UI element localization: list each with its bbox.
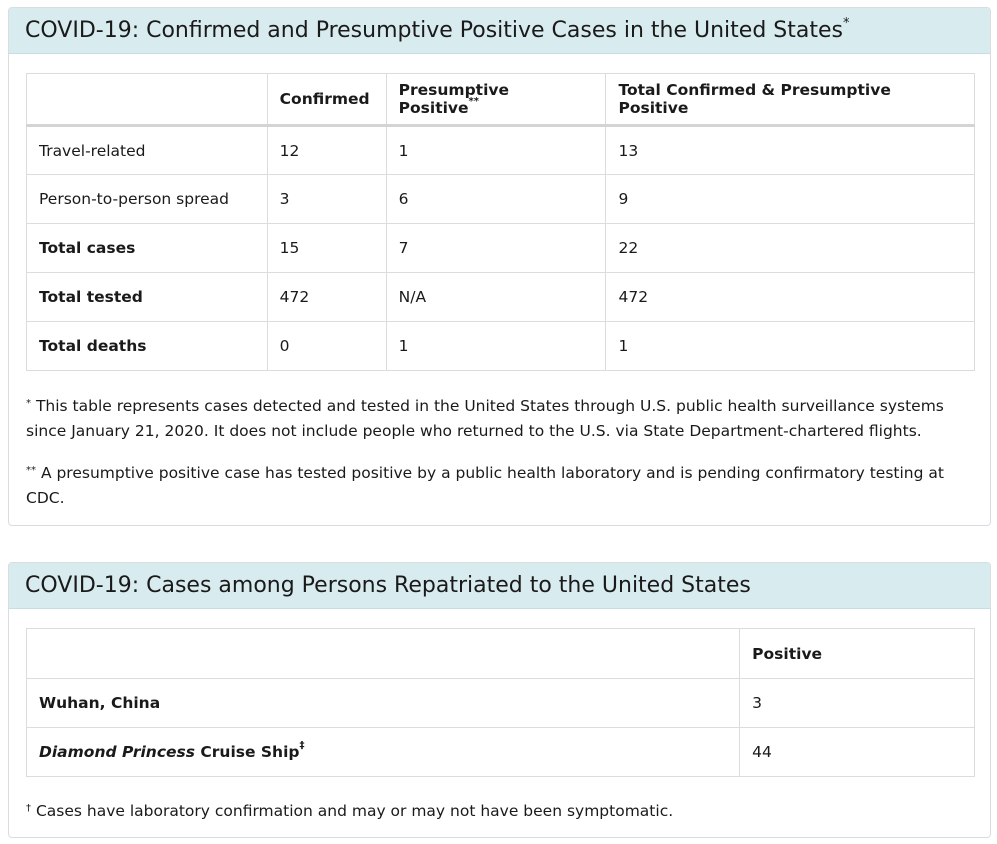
card-title-text: COVID-19: Confirmed and Presumptive Positive Cases in the United States [25, 18, 843, 43]
repatriated-table [26, 628, 975, 777]
footnote-marker: * [842, 16, 850, 31]
card-header [9, 8, 990, 54]
row-label: Travel-related [27, 126, 268, 175]
footnote-presumptive [26, 461, 966, 511]
card-title [25, 18, 849, 43]
cell-presumptive: 7 [386, 224, 606, 273]
cases-table [26, 73, 975, 371]
column-header-empty [27, 629, 740, 679]
table-row [27, 126, 975, 175]
row-label: Person-to-person spread [27, 175, 268, 224]
footnote-laboratory [26, 799, 966, 824]
table-header-row [27, 74, 975, 126]
card-title: COVID-19: Cases among Persons Repatriated to the United States [25, 573, 751, 598]
card-header [9, 563, 990, 609]
footnote-text: Cases have laboratory confirmation and may or may not have been symptomatic. [35, 802, 674, 820]
table-header-row [27, 629, 975, 679]
cell-total: 1 [606, 322, 975, 371]
table-row [27, 175, 975, 224]
cell-total: 22 [606, 224, 975, 273]
cell-confirmed: 15 [267, 224, 386, 273]
cell-confirmed: 472 [267, 273, 386, 322]
footnote-surveillance [26, 394, 966, 444]
table-row [27, 728, 975, 777]
cell-confirmed: 12 [267, 126, 386, 175]
row-label-rest: Cruise Ship [195, 743, 300, 761]
footnote-marker: ‡ [299, 740, 305, 751]
column-header-presumptive [386, 74, 606, 126]
column-header-total: Total Confirmed & Presumptive Positive [606, 74, 975, 126]
row-label: Total tested [27, 273, 268, 322]
footnote-text: A presumptive positive case has tested positive by a public health laboratory and is pending confirmatory testing at CDC. [26, 464, 944, 507]
row-label-italic: Diamond Princess [39, 743, 195, 761]
column-header-confirmed: Confirmed [267, 74, 386, 126]
cell-confirmed: 0 [267, 322, 386, 371]
cell-presumptive: 1 [386, 322, 606, 371]
table-row [27, 679, 975, 728]
row-label: Total cases [27, 224, 268, 273]
footnote-marker: † [26, 803, 31, 814]
row-label: Wuhan, China [27, 679, 740, 728]
column-header-positive: Positive [740, 629, 975, 679]
footnote-text: This table represents cases detected and tested in the United States through U.S. public health surveillance systems since January 21, 2020. It does not include people who returned to the U.S. via State Department-chartered flights. [26, 397, 944, 440]
cell-presumptive: 6 [386, 175, 606, 224]
row-label [27, 728, 740, 777]
footnote-marker: ** [26, 465, 36, 476]
cell-total: 13 [606, 126, 975, 175]
cell-presumptive: N/A [386, 273, 606, 322]
cell-presumptive: 1 [386, 126, 606, 175]
cell-positive: 3 [740, 679, 975, 728]
cell-total: 9 [606, 175, 975, 224]
row-label: Total deaths [27, 322, 268, 371]
table-row [27, 273, 975, 322]
footnote-marker: * [26, 398, 31, 409]
column-header-presumptive-text: Presumptive Positive [398, 81, 510, 117]
repatriated-cases-card [8, 562, 991, 838]
confirmed-cases-card [8, 7, 991, 526]
cell-confirmed: 3 [267, 175, 386, 224]
column-header-empty [27, 74, 268, 126]
table-row [27, 322, 975, 371]
table-row [27, 224, 975, 273]
cell-total: 472 [606, 273, 975, 322]
footnote-marker: ** [468, 96, 480, 107]
cell-positive: 44 [740, 728, 975, 777]
